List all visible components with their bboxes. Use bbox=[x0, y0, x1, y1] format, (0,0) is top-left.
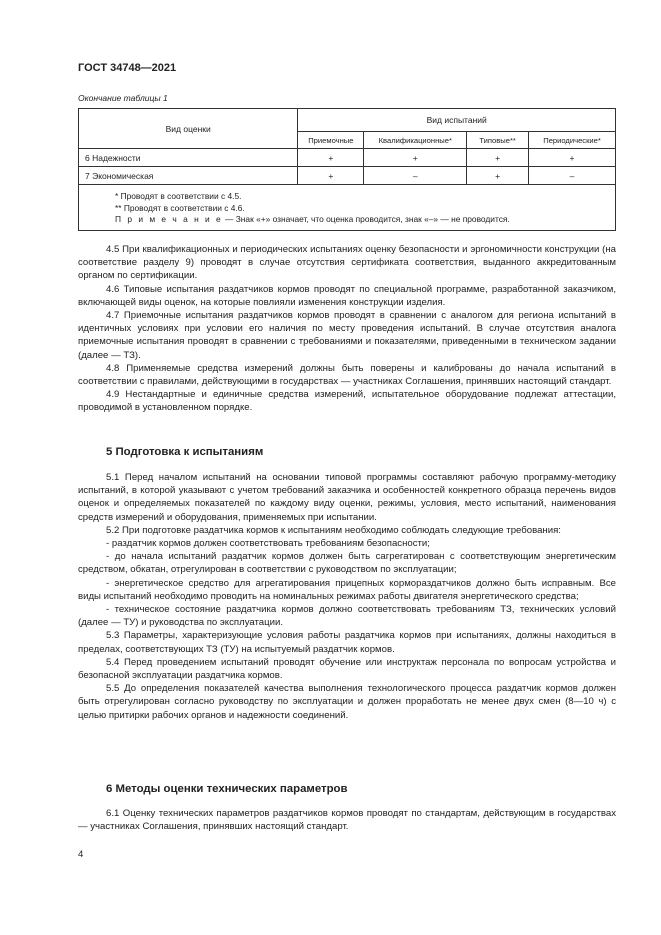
section-5-heading: 5 Подготовка к испытаниям bbox=[106, 446, 264, 458]
paragraph: 4.9 Нестандартные и единичные средства измерений, испытательное оборудование подлежат аттестации, проводимой в установленном порядке. bbox=[78, 389, 616, 414]
list-item: - до начала испытаний раздатчик кормов должен быть сагрегатирован с соответствующим энергетическим средством, обкатан, отрегулирован в соответствии с руководством по эксплуатации; bbox=[78, 551, 616, 576]
table-cell: – bbox=[529, 167, 616, 185]
paragraph: 5.2 При подготовке раздатчика кормов к испытаниям необходимо соблюдать следующие требования: bbox=[106, 524, 561, 536]
subheader-type: Типовые** bbox=[467, 132, 529, 149]
list-item: - техническое состояние раздатчика кормов должно соответствовать требованиям ТЗ, технических условий (далее — ТУ) и руководства по эксплуатации. bbox=[78, 604, 616, 629]
paragraph: 4.8 Применяемые средства измерений должны быть поверены и калиброваны до начала испытаний в соответствии с правилами, действующими в государствах — участниках Соглашения, принявших настоящий стандарт. bbox=[78, 362, 616, 388]
table-caption: Окончание таблицы 1 bbox=[78, 93, 168, 103]
paragraph: 4.7 Приемочные испытания раздатчиков кормов проводят в сравнении с аналогом для региона испытаний в идентичных условиях при условии его наличия по месту проведения испытаний. В случае отсутствия аналога приемочные испытания проводят в сравнении с требованиями и показателями, приведенными в техническом задании (далее — ТЗ). bbox=[78, 310, 616, 361]
section-6-heading: 6 Методы оценки технических параметров bbox=[106, 783, 348, 795]
table-row bbox=[79, 167, 616, 185]
document-code: ГОСТ 34748—2021 bbox=[78, 62, 177, 74]
table-cell: + bbox=[467, 167, 529, 185]
column-header-test-types: Вид испытаний bbox=[298, 109, 616, 132]
evaluation-table bbox=[78, 108, 616, 231]
page-number: 4 bbox=[78, 849, 84, 860]
paragraph: 4.6 Типовые испытания раздатчиков кормов проводят по специальной программе, разработанной заказчиком, включающей виды оценок, на которые повлияли изменения конструкции изделия. bbox=[78, 283, 616, 308]
note-prefix: П р и м е ч а н и е bbox=[115, 214, 223, 224]
paragraph: 5.3 Параметры, характеризующие условия работы раздатчика кормов при испытаниях, должны находиться в пределах, соответствующих ТЗ (ТУ) на испытуемый раздатчик кормов. bbox=[78, 630, 616, 655]
table-cell: + bbox=[298, 167, 364, 185]
table-notes bbox=[79, 185, 616, 231]
footnote: ** Проводят в соответствии с 4.6. bbox=[115, 202, 245, 213]
list-item: - раздатчик кормов должен соответствовать требованиям безопасности; bbox=[106, 538, 430, 550]
table-cell: + bbox=[529, 149, 616, 167]
section-6-text bbox=[78, 807, 616, 833]
table-cell: + bbox=[298, 149, 364, 167]
table-note bbox=[115, 214, 609, 226]
row-label: 7 Экономическая bbox=[79, 167, 298, 185]
paragraph: 4.5 При квалификационных и периодических испытаниях оценку безопасности и эргономичности конструкции (на соответствие разделу 9) проводят в случае отсутствия сертификата соответствия, выданного аккредитованным органом по сертификации. bbox=[78, 244, 616, 282]
column-header-evaluation-type: Вид оценки bbox=[79, 109, 298, 149]
row-label: 6 Надежности bbox=[79, 149, 298, 167]
paragraph: 5.4 Перед проведением испытаний проводят обучение или инструктаж персонала по вопросам устройства и безопасной эксплуатации раздатчика кормов. bbox=[78, 656, 616, 682]
table-cell: + bbox=[467, 149, 529, 167]
subheader-qualification: Квалификационные* bbox=[364, 132, 467, 149]
subheader-periodic: Периодические* bbox=[529, 132, 616, 149]
note-text: — Знак «+» означает, что оценка проводится, знак «–» — не проводится. bbox=[225, 214, 510, 224]
table-row bbox=[79, 149, 616, 167]
table-cell: + bbox=[364, 149, 467, 167]
paragraph: 5.5 До определения показателей качества выполнения технологического процесса раздатчик кормов должен быть отрегулирован согласно руководству по эксплуатации и должен проработать не менее двух смен (8—10 ч) с целью притирки рабочих органов и надежности соединений. bbox=[78, 683, 616, 721]
table-cell: – bbox=[364, 167, 467, 185]
subheader-acceptance: Приемочные bbox=[298, 132, 364, 149]
list-item: - энергетическое средство для агрегатирования прицепных кормораздатчиков должно быть исправным. Все виды испытаний необходимо проводить на номинальных режимах работы двигателя энергетического средства; bbox=[78, 577, 616, 602]
section-4-text bbox=[78, 243, 616, 415]
paragraph: 6.1 Оценку технических параметров раздатчиков кормов проводят по стандартам, действующим в государствах — участниках Соглашения, принявших настоящий стандарт. bbox=[78, 808, 616, 833]
footnote: * Проводят в соответствии с 4.5. bbox=[115, 191, 242, 201]
section-5-text bbox=[78, 471, 616, 722]
paragraph: 5.1 Перед началом испытаний на основании типовой программы составляют рабочую программу-методику испытаний, в которой указывают с учетом требований заказчика и особенностей конкретного образца перечень видов оценок и определяемых показателей по каждому виду оценки, режимы, условия, место испытаний, наименования средств измерений и оборудования, применяемых при испытании. bbox=[78, 472, 616, 523]
